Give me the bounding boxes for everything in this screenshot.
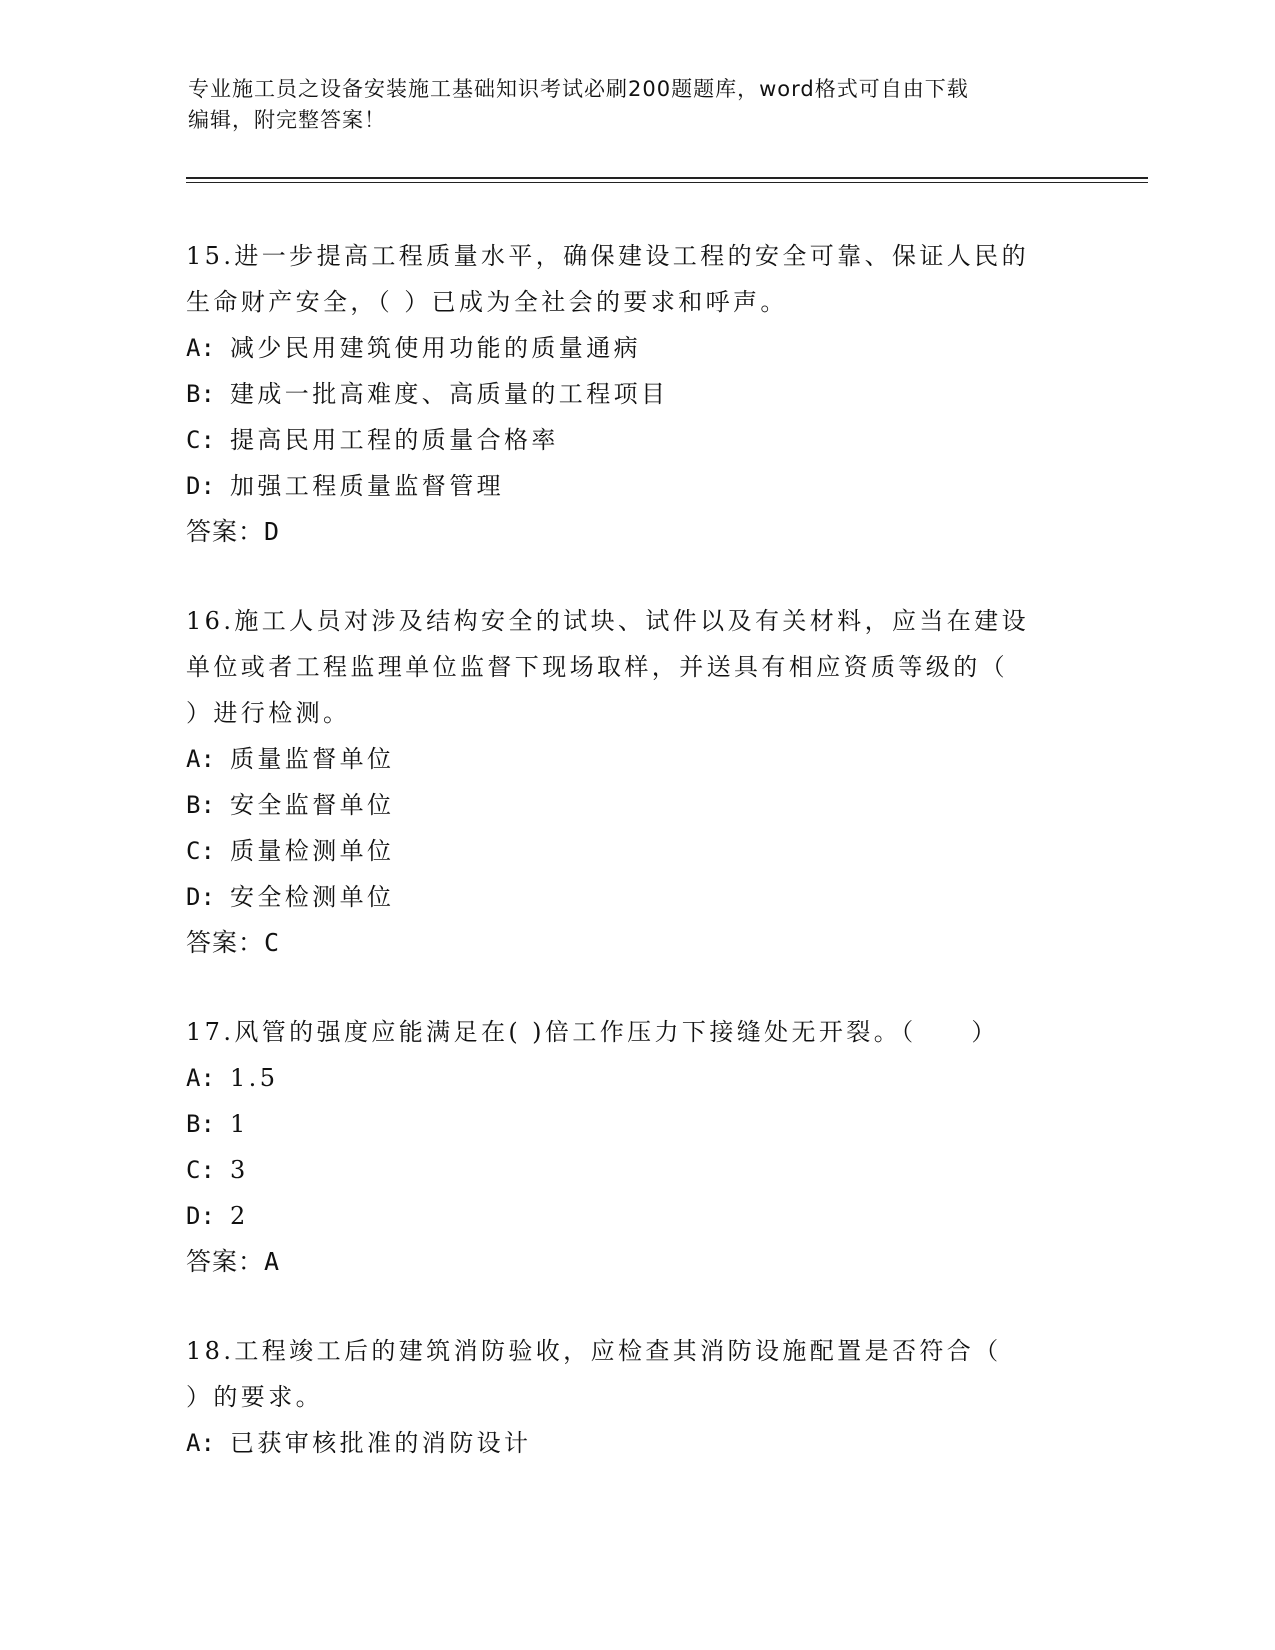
- question-18: [186, 1328, 1106, 1466]
- option-text: 加强工程质量监督管理: [230, 472, 504, 500]
- answer-line: [186, 509, 1106, 555]
- option-text: 减少民用建筑使用功能的质量通病: [230, 334, 641, 362]
- answer-value: C: [264, 928, 281, 957]
- header-line: 专业施工员之设备安装施工基础知识考试必刷200题题库，word格式可自由下载: [188, 77, 969, 101]
- answer-line: [186, 920, 1106, 966]
- option-text: 3: [230, 1156, 249, 1184]
- option-text: 安全监督单位: [230, 791, 395, 819]
- question-line: 16.施工人员对涉及结构安全的试块、试件以及有关材料，应当在建设: [186, 607, 1029, 635]
- option-text: 建成一批高难度、高质量的工程项目: [230, 380, 669, 408]
- question-line: ）的要求。: [186, 1383, 323, 1411]
- option-letter: C:: [186, 426, 215, 454]
- question-17: [186, 1009, 1106, 1285]
- option-d: [186, 1193, 1106, 1239]
- option-d: [186, 874, 1106, 920]
- answer-label: 答案：: [186, 517, 265, 546]
- option-b: [186, 371, 1106, 417]
- header-divider: [186, 177, 1148, 179]
- option-text: 1: [230, 1110, 249, 1138]
- option-c: [186, 828, 1106, 874]
- option-letter: D:: [186, 1202, 215, 1230]
- header-line: 编辑，附完整答案！: [188, 108, 386, 132]
- option-letter: D:: [186, 472, 215, 500]
- option-text: 质量监督单位: [230, 745, 395, 773]
- question-line: 17.风管的强度应能满足在( )倍工作压力下接缝处无开裂。（ ）: [186, 1018, 999, 1046]
- option-letter: D:: [186, 883, 215, 911]
- option-text: 已获审核批准的消防设计: [230, 1429, 532, 1457]
- answer-value: A: [264, 1247, 281, 1276]
- option-letter: B:: [186, 1110, 215, 1138]
- option-letter: A:: [186, 745, 215, 773]
- answer-value: D: [264, 517, 281, 546]
- question-line: 生命财产安全，（ ）已成为全社会的要求和呼声。: [186, 288, 788, 316]
- question-15: [186, 233, 1106, 555]
- option-letter: C:: [186, 837, 215, 865]
- option-c: [186, 417, 1106, 463]
- question-list: [186, 233, 1106, 1466]
- option-text: 提高民用工程的质量合格率: [230, 426, 559, 454]
- option-b: [186, 782, 1106, 828]
- question-line: ）进行检测。: [186, 699, 351, 727]
- answer-label: 答案：: [186, 1247, 265, 1276]
- option-letter: B:: [186, 791, 215, 819]
- answer-line: [186, 1239, 1106, 1285]
- document-header: [188, 74, 1068, 136]
- question-text: [186, 598, 1106, 736]
- option-d: [186, 463, 1106, 509]
- option-text: 1.5: [230, 1064, 279, 1092]
- option-text: 质量检测单位: [230, 837, 395, 865]
- question-text: [186, 1009, 1106, 1055]
- header-divider: [186, 182, 1148, 183]
- question-16: [186, 598, 1106, 966]
- option-a: [186, 736, 1106, 782]
- question-line: 18.工程竣工后的建筑消防验收，应检查其消防设施配置是否符合（: [186, 1337, 1002, 1365]
- option-letter: A:: [186, 1064, 215, 1092]
- option-text: 2: [230, 1202, 249, 1230]
- question-line: 单位或者工程监理单位监督下现场取样，并送具有相应资质等级的（: [186, 653, 1008, 681]
- option-letter: C:: [186, 1156, 215, 1184]
- option-letter: B:: [186, 380, 215, 408]
- question-text: [186, 1328, 1106, 1420]
- option-letter: A:: [186, 1429, 215, 1457]
- option-a: [186, 1420, 1106, 1466]
- option-text: 安全检测单位: [230, 883, 395, 911]
- option-letter: A:: [186, 334, 215, 362]
- question-line: 15.进一步提高工程质量水平，确保建设工程的安全可靠、保证人民的: [186, 242, 1029, 270]
- answer-label: 答案：: [186, 928, 265, 957]
- option-a: [186, 1055, 1106, 1101]
- question-text: [186, 233, 1106, 325]
- option-a: [186, 325, 1106, 371]
- option-b: [186, 1101, 1106, 1147]
- option-c: [186, 1147, 1106, 1193]
